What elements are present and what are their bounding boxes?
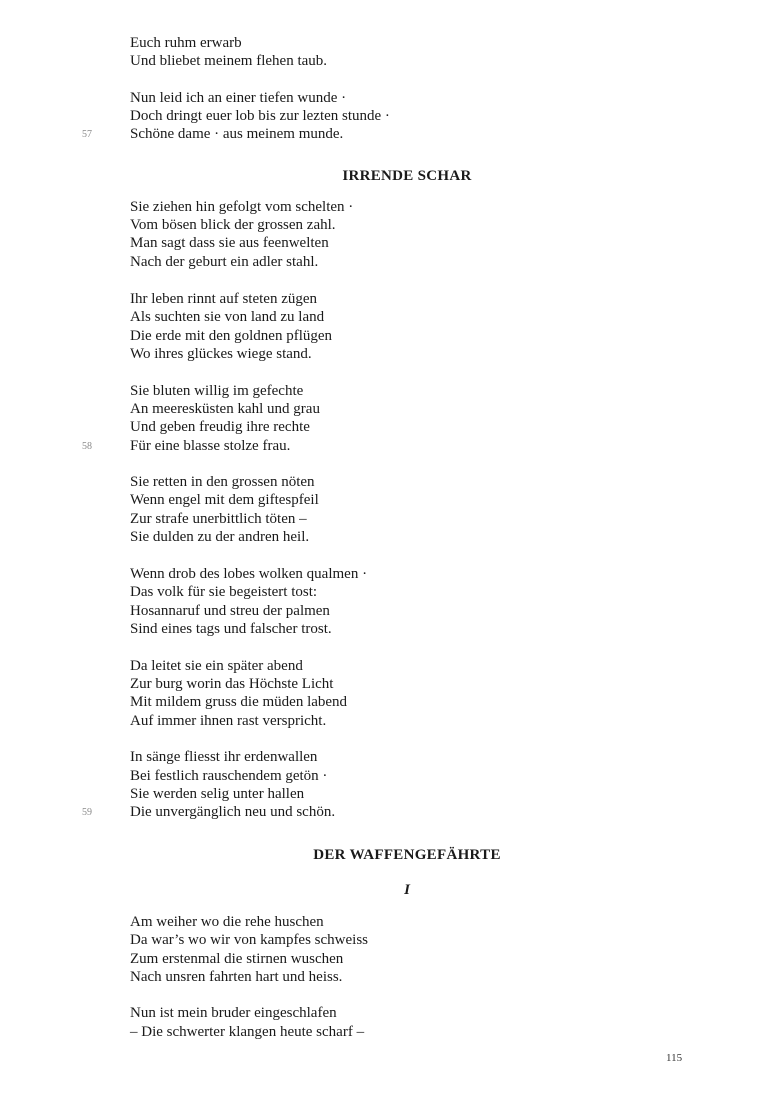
verse-line: Sind eines tags und falscher trost. bbox=[130, 621, 332, 637]
verse-line: An meeresküsten kahl und grau bbox=[130, 401, 320, 417]
verse-line: Vom bösen blick der grossen zahl. bbox=[130, 217, 336, 233]
part-numeral: I bbox=[404, 882, 410, 898]
margin-number: 59 bbox=[82, 807, 92, 818]
verse-line: Sie ziehen hin gefolgt vom schelten · bbox=[130, 199, 354, 215]
verse-line: Da leitet sie ein später abend bbox=[130, 658, 303, 674]
verse-line: Doch dringt euer lob bis zur lezten stunde · bbox=[130, 108, 390, 124]
verse-line: Sie dulden zu der andren heil. bbox=[130, 529, 310, 545]
verse-line: Ihr leben rinnt auf steten zügen bbox=[130, 291, 318, 307]
verse-line: Euch ruhm erwarb bbox=[130, 35, 242, 51]
verse-line: Wenn drob des lobes wolken qualmen · bbox=[130, 566, 368, 582]
verse-line: Nach der geburt ein adler stahl. bbox=[130, 254, 319, 270]
verse-line: Nach unsren fahrten hart und heiss. bbox=[130, 969, 343, 985]
poem-title: DER WAFFENGEFÄHRTE bbox=[313, 847, 501, 863]
verse-line: Auf immer ihnen rast verspricht. bbox=[130, 713, 327, 729]
margin-number: 57 bbox=[82, 129, 92, 140]
verse-line: Das volk für sie begeistert tost: bbox=[130, 584, 318, 600]
verse-line: In sänge fliesst ihr erdenwallen bbox=[130, 749, 318, 765]
verse-line: Mit mildem gruss die müden labend bbox=[130, 694, 348, 710]
verse-line: Wo ihres glückes wiege stand. bbox=[130, 346, 312, 362]
verse-line: Und geben freudig ihre rechte bbox=[130, 419, 310, 435]
verse-line: Als suchten sie von land zu land bbox=[130, 309, 325, 325]
margin-number: 58 bbox=[82, 441, 92, 452]
page-number: 115 bbox=[666, 1052, 683, 1064]
verse-line: Hosannaruf und streu der palmen bbox=[130, 603, 330, 619]
verse-line: Nun leid ich an einer tiefen wunde · bbox=[130, 90, 347, 106]
verse-line: Die unvergänglich neu und schön. bbox=[130, 804, 336, 820]
verse-line: Und bliebet meinem flehen taub. bbox=[130, 53, 328, 69]
verse-line: Sie werden selig unter hallen bbox=[130, 786, 305, 802]
verse-line: Zur burg worin das Höchste Licht bbox=[130, 676, 334, 692]
verse-line: Am weiher wo die rehe huschen bbox=[130, 914, 324, 930]
verse-line: – Die schwerter klangen heute scharf – bbox=[130, 1024, 365, 1040]
verse-line: Sie retten in den grossen nöten bbox=[130, 474, 315, 490]
verse-line: Wenn engel mit dem giftespfeil bbox=[130, 492, 319, 508]
verse-line: Da war’s wo wir von kampfes schweiss bbox=[130, 932, 369, 948]
verse-line: Bei festlich rauschendem getön · bbox=[130, 768, 328, 784]
verse-line: Sie bluten willig im gefechte bbox=[130, 383, 304, 399]
poem-title: IRRENDE SCHAR bbox=[342, 168, 472, 184]
verse-line: Die erde mit den goldnen pflügen bbox=[130, 328, 333, 344]
verse-line: Nun ist mein bruder eingeschlafen bbox=[130, 1005, 337, 1021]
verse-line: Für eine blasse stolze frau. bbox=[130, 438, 291, 454]
verse-line: Zur strafe unerbittlich töten – bbox=[130, 511, 307, 527]
verse-line: Man sagt dass sie aus feenwelten bbox=[130, 235, 329, 251]
verse-line: Zum erstenmal die stirnen wuschen bbox=[130, 951, 344, 967]
verse-line: Schöne dame · aus meinem munde. bbox=[130, 126, 344, 142]
